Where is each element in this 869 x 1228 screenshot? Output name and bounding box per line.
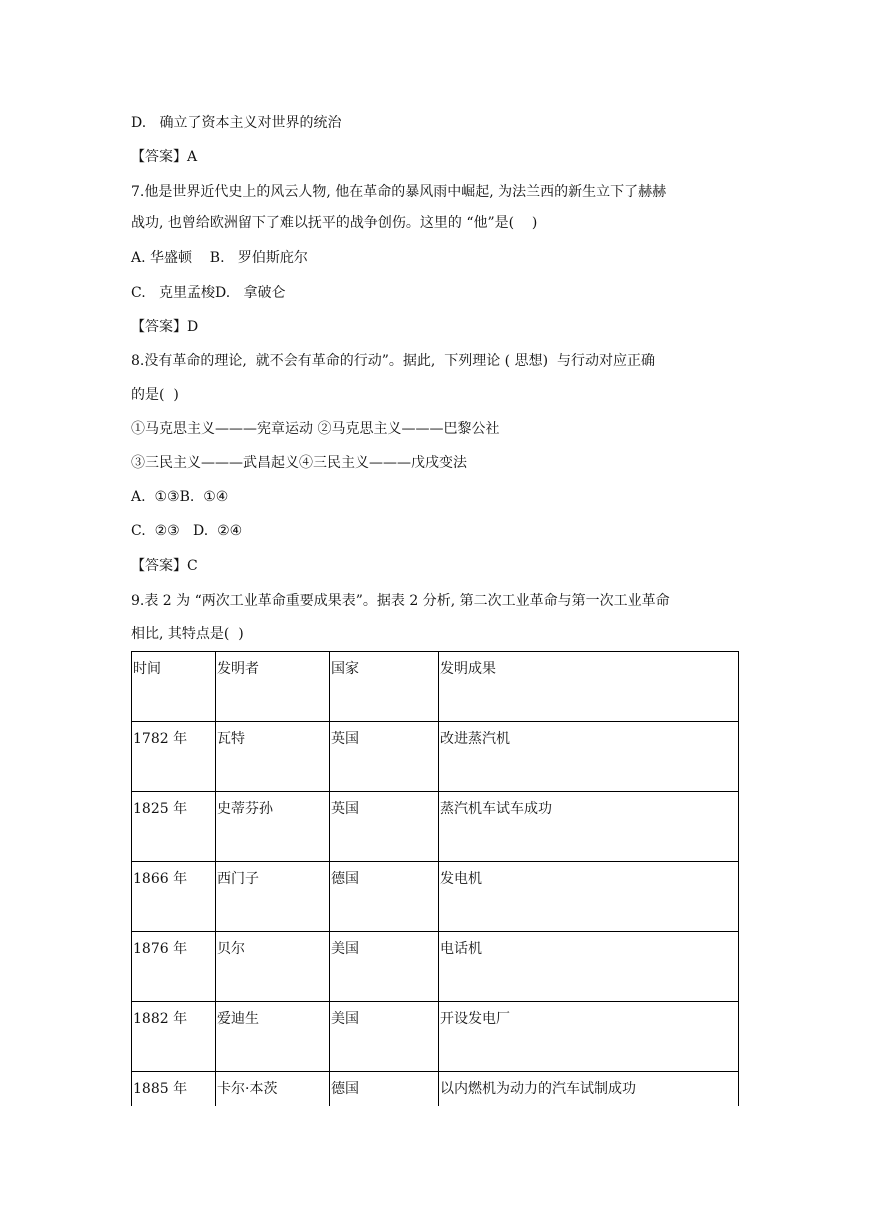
question-9-line-1: 9.表 2 为 “两次工业革命重要成果表”。据表 2 分析, 第二次工业革命与第一次工业革命 (131, 593, 670, 609)
statements-3-4-q8: ③三民主义———武昌起义④三民主义———戊戌变法 (131, 455, 467, 471)
question-7-line-1: 7.他是世界近代史上的风云人物, 他在革命的暴风雨中崛起, 为法兰西的新生立下了赫赫 (131, 184, 667, 200)
cell-inventor: 贝尔 (216, 932, 330, 1002)
answer-q8: 【答案】C (131, 558, 198, 574)
statements-1-2-q8: ①马克思主义———宪章运动 ②马克思主义———巴黎公社 (131, 421, 500, 437)
cell-inventor: 爱迪生 (216, 1002, 330, 1072)
industrial-revolution-table (131, 651, 739, 1106)
table-header-row (132, 652, 739, 722)
cell-country: 美国 (330, 1002, 439, 1072)
cell-time: 1882 年 (132, 1002, 216, 1072)
cell-achievement: 改进蒸汽机 (439, 722, 739, 792)
table-row (132, 932, 739, 1002)
options-cd-q8: C. ②③ D. ②④ (131, 523, 243, 539)
table-row (132, 862, 739, 932)
question-8-line-2: 的是( ) (131, 387, 179, 403)
answer-q6: 【答案】A (131, 149, 198, 165)
header-inventor: 发明者 (216, 652, 330, 722)
options-ab-q8: A. ①③B. ①④ (131, 489, 229, 505)
question-9-line-2: 相比, 其特点是( ) (131, 626, 244, 642)
table-row (132, 722, 739, 792)
cell-inventor: 瓦特 (216, 722, 330, 792)
question-7-line-2: 战功, 也曾给欧洲留下了难以抚平的战争创伤。这里的 “他”是( ) (131, 215, 538, 231)
table-row (132, 1002, 739, 1072)
option-d-q6: D. 确立了资本主义对世界的统治 (131, 115, 342, 131)
cell-time: 1825 年 (132, 792, 216, 862)
answer-q7: 【答案】D (131, 319, 199, 335)
table-row (132, 1072, 739, 1107)
cell-country: 英国 (330, 792, 439, 862)
cell-achievement: 电话机 (439, 932, 739, 1002)
cell-achievement: 发电机 (439, 862, 739, 932)
cell-country: 德国 (330, 862, 439, 932)
options-cd-q7: C. 克里孟梭D. 拿破仑 (131, 285, 286, 301)
cell-country: 英国 (330, 722, 439, 792)
cell-time: 1866 年 (132, 862, 216, 932)
header-country: 国家 (330, 652, 439, 722)
header-achievement: 发明成果 (439, 652, 739, 722)
cell-country: 美国 (330, 932, 439, 1002)
options-ab-q7: A. 华盛顿 B. 罗伯斯庇尔 (131, 250, 308, 266)
table-row (132, 792, 739, 862)
cell-achievement: 蒸汽机车试车成功 (439, 792, 739, 862)
cell-time: 1876 年 (132, 932, 216, 1002)
cell-time: 1782 年 (132, 722, 216, 792)
cell-achievement: 以内燃机为动力的汽车试制成功 (439, 1072, 739, 1107)
question-8-line-1: 8.没有革命的理论, 就不会有革命的行动”。据此, 下列理论 ( 思想) 与行动对应正确 (131, 353, 655, 369)
cell-time: 1885 年 (132, 1072, 216, 1107)
header-time: 时间 (132, 652, 216, 722)
cell-inventor: 史蒂芬孙 (216, 792, 330, 862)
cell-achievement: 开设发电厂 (439, 1002, 739, 1072)
cell-inventor: 卡尔·本茨 (216, 1072, 330, 1107)
cell-inventor: 西门子 (216, 862, 330, 932)
cell-country: 德国 (330, 1072, 439, 1107)
